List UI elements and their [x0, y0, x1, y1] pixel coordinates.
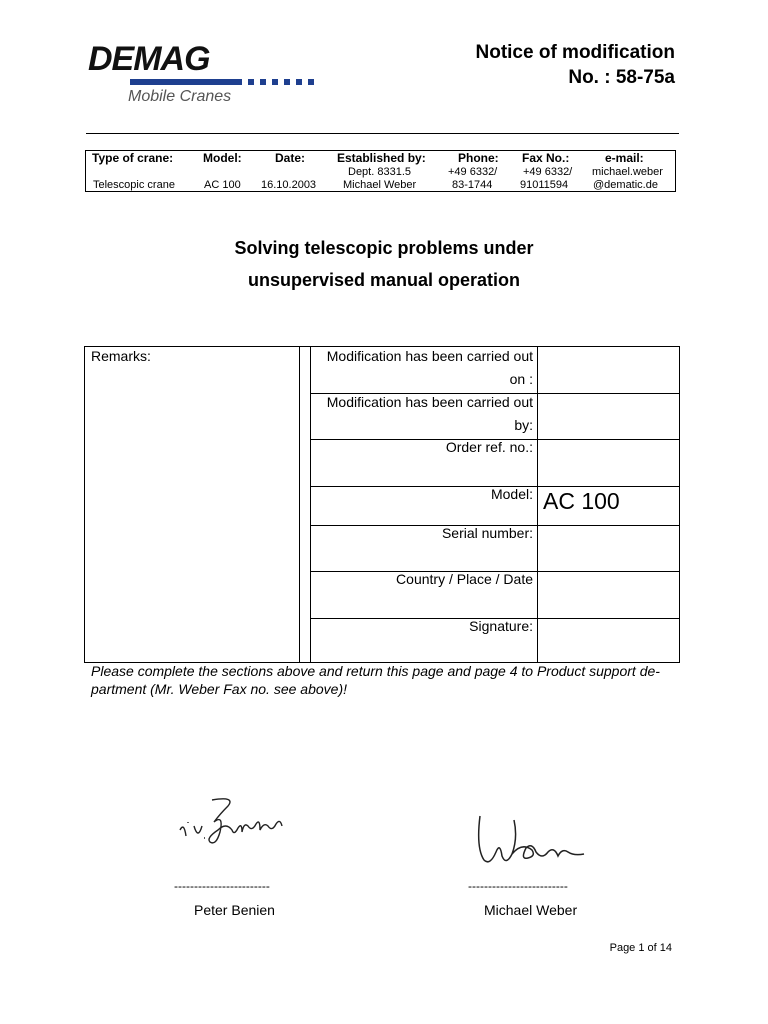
header-type: Type of crane:	[92, 151, 174, 165]
model-label: Model:	[490, 486, 533, 502]
crane-info-table	[85, 150, 676, 192]
logo-brand: DEMAG	[88, 40, 210, 78]
notice-number: No. : 58-75a	[568, 67, 675, 88]
notice-title: Notice of modification	[475, 42, 675, 63]
cell-model: AC 100	[204, 179, 241, 191]
label-line: Modification has been carried out	[326, 394, 533, 410]
label-line: on :	[509, 371, 533, 387]
modification-form	[84, 346, 680, 663]
logo-subtitle: Mobile Cranes	[128, 88, 232, 105]
signer-name-benien: Peter Benien	[194, 902, 275, 918]
note-text: Please complete the sections above and return this page and page 4 to Product support de-partment (Mr. Weber Fax no. see above)!	[91, 663, 660, 697]
order-ref-label: Order ref. no.:	[445, 439, 533, 455]
signature-label: Signature:	[469, 618, 533, 634]
header-model: Model:	[203, 151, 242, 165]
header-email: e-mail:	[605, 151, 644, 165]
cell-dept: Dept. 8331.5	[348, 166, 411, 178]
value-column-divider	[537, 347, 538, 662]
cell-crane-type: Telescopic crane	[93, 179, 175, 191]
weber-signature-image	[470, 808, 588, 870]
label-line: Modification has been carried out	[326, 348, 533, 364]
cell-fax-number: 91011594	[520, 179, 569, 191]
remarks-divider-left	[299, 347, 300, 662]
document-title-line1: Solving telescopic problems under	[234, 238, 534, 258]
cell-fax-prefix: +49 6332/	[523, 166, 573, 178]
serial-number-label: Serial number:	[441, 525, 533, 541]
header-established: Established by:	[337, 151, 426, 165]
demag-logo	[88, 40, 318, 108]
instructions-note	[91, 662, 691, 698]
header-phone: Phone:	[458, 151, 499, 165]
label-line: by:	[514, 417, 533, 433]
cell-phone-prefix: +49 6332/	[448, 166, 498, 178]
cell-date: 16.10.2003	[261, 179, 317, 191]
cell-author: Michael Weber	[343, 179, 417, 191]
header-fax: Fax No.:	[522, 151, 570, 165]
benien-signature-image	[176, 792, 291, 854]
signature-line-benien: ------------------------	[174, 879, 270, 893]
signer-name-weber: Michael Weber	[484, 902, 578, 918]
model-value[interactable]: AC 100	[543, 488, 620, 514]
document-title-line2: unsupervised manual operation	[247, 270, 521, 290]
signature-line-weber: -------------------------	[468, 879, 568, 893]
country-place-date-label: Country / Place / Date	[396, 571, 533, 587]
cell-phone-number: 83-1744	[452, 179, 493, 191]
header-date: Date:	[275, 151, 306, 165]
remarks-label: Remarks:	[91, 348, 151, 364]
cell-email-user: michael.weber	[592, 166, 663, 178]
carried-out-on-label	[311, 345, 533, 391]
carried-out-by-label	[311, 391, 533, 437]
logo-stripe	[130, 79, 320, 85]
page-number: Page 1 of 14	[609, 942, 672, 954]
header-divider	[86, 133, 679, 134]
cell-email-domain: @dematic.de	[593, 179, 658, 191]
